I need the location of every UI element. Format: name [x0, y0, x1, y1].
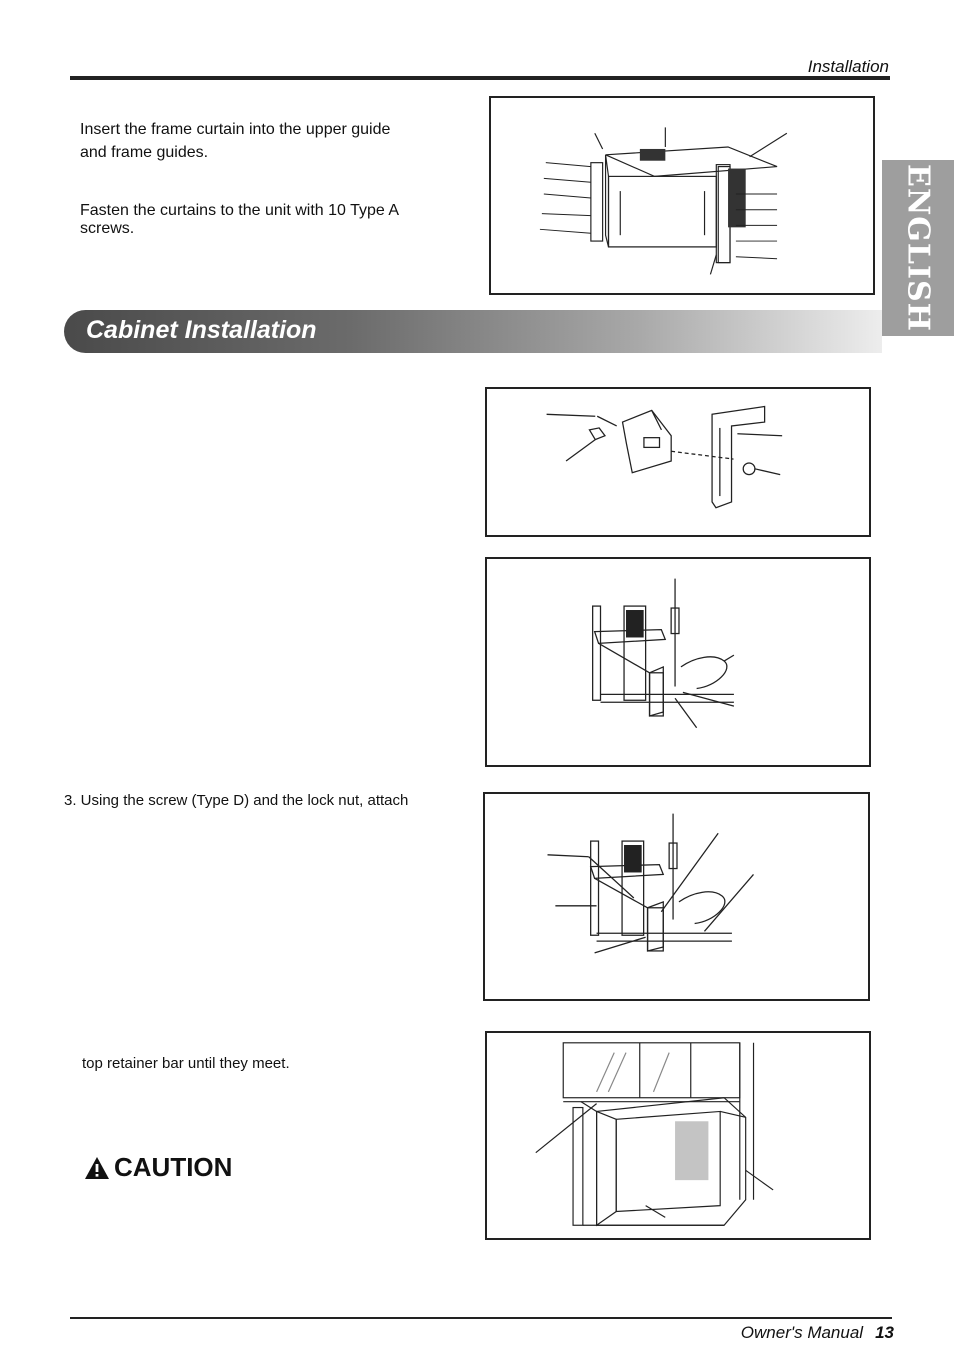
intro-line-4: screws.: [80, 220, 135, 237]
warning-triangle-icon: [84, 1156, 110, 1180]
intro-line-1: Insert the frame curtain into the upper guide: [80, 121, 391, 138]
language-tab: [882, 160, 954, 336]
bracket-parts-illustration: [487, 389, 869, 535]
caution-heading: [84, 1152, 232, 1183]
intro-line-2: and frame guides.: [80, 144, 209, 161]
intro-text: [80, 118, 470, 240]
figure-frame-curtains: [489, 96, 875, 295]
curtains-illustration: [491, 98, 873, 293]
figure-attach-bracket: [485, 557, 871, 767]
figure-bracket-parts: [485, 387, 871, 537]
figure-screw-lock-nut: [483, 792, 870, 1001]
step-4-text: top retainer bar until they meet.: [82, 1055, 290, 1072]
footer-rule: [70, 1317, 892, 1319]
footer: [741, 1323, 894, 1343]
language-tab-label: ENGLISH: [900, 163, 936, 333]
header-rule: [70, 76, 890, 80]
screw-lock-nut-illustration: [485, 794, 868, 999]
caution-label: CAUTION: [114, 1152, 233, 1182]
header-section-title: Installation: [807, 57, 889, 76]
footer-label: Owner's Manual: [740, 1323, 864, 1342]
section-bar: [64, 310, 882, 353]
unit-in-window-illustration: [487, 1033, 869, 1238]
step-3-text: 3. Using the screw (Type D) and the lock nut, attach: [64, 792, 409, 809]
attach-bracket-illustration: [487, 559, 869, 765]
figure-unit-in-window: [485, 1031, 871, 1240]
section-title: Cabinet Installation: [86, 316, 317, 344]
page-number: 13: [875, 1323, 894, 1342]
intro-line-3: Fasten the curtains to the unit with 10 Type A: [80, 202, 400, 219]
